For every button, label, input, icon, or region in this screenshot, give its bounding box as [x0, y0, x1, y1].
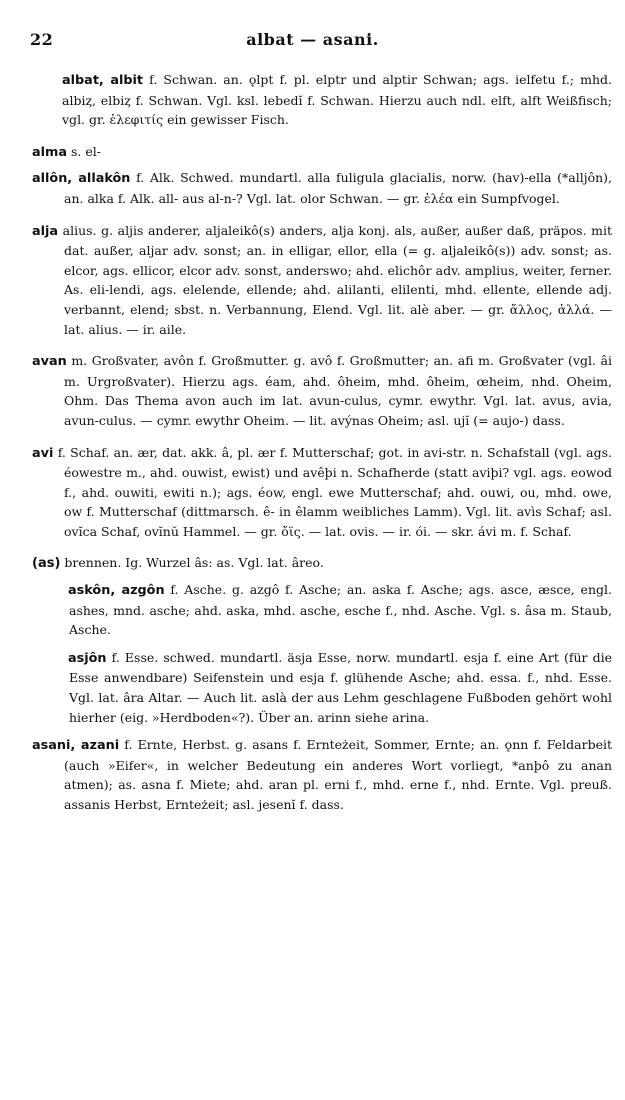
entry-avi	[32, 443, 612, 542]
entry-text: f. Schwan. an. ǫlpt f. pl. elptr und alptir Schwan; ags. ielfetu f.; mhd. albiȥ, elbiȥ f. Schwan. Vgl. ksl. lebedĭ f. Schwan. Hierzu auch ndl. elft, alft Weißfisch; vgl. gr. ἐλεφιτίς ein gewisser Fisch.	[62, 72, 612, 128]
entry-albat	[32, 70, 612, 130]
running-head: albat — asani.	[246, 30, 379, 49]
sub-entry-headword: askôn, azgôn	[68, 583, 165, 599]
entry-headword: asani, azani	[32, 738, 120, 754]
entry-headword: allôn, allakôn	[32, 171, 131, 187]
entry-headword: albat, albit	[62, 73, 144, 88]
entry-alja	[32, 221, 612, 340]
page-header	[0, 30, 625, 54]
entry-allon	[32, 168, 612, 208]
sub-entry-text: f. Esse. schwed. mundartl. äsja Esse, norw. mundartl. esja f. eine Art (für die Esse anwendbare) Seifenstein und esja f. glühende Asche; ahd. essa. f., nhd. Esse. Vgl. lat. âra Altar. — Auch lit. aslà der aus Lehm geschlagene Fußboden gehört wohl hierher (eig. »Herdboden«?). Über an. arinn siehe arina.	[69, 649, 613, 725]
entry-avan	[32, 351, 612, 430]
entry-headword: avan	[32, 354, 67, 370]
entry-text: alius. g. aljis anderer, aljaleikô(s) anders, alja konj. als, außer, außer daß, präpos. mit dat. außer, aljar adv. sonst; an. in elligar, ellor, ella (= g. aljaleikô(s)) adv. sonst; as. elcor, ags. ellicor, elcor adv. sonst, anderswo; ahd. elichôr adv. amplius, weiter, ferner. As. eli-lendi, ags. elelende, ellende; ahd. alilanti, elilenti, mhd. ellente, ellende adj. verbannt, elend; sbst. n. Verbannung, Elend. Vgl. lit. alè aber. — gr. ἄλλος, ἀλλά. — lat. alius. — ir. aile.	[62, 222, 612, 337]
entry-asani	[32, 735, 612, 814]
entry-text: f. Schaf. an. ær, dat. akk. â, pl. ær f. Mutterschaf; got. in avi-str. n. Schafstall (vgl. ags. éowestre m., ahd. ouwist, ewist) und avêþi n. Schafherde (statt aviþi? vgl. ags. eowod f., ahd. ouwiti, ewiti n.); ags. éow, engl. ewe Mutterschaf; ahd. ouwi, ou, mhd. owe, ow f. Mutterschaf (dittmarsch. ê- in êlamm weibliches Lamm). Vgl. lit. avìs Schaf; asl. ovĭca Schaf, ovĭnŭ Hammel. — gr. ὄϊς. — lat. ovis. — ir. ói. — skr. ávi m. f. Schaf.	[57, 444, 612, 539]
entry-headword: alma	[32, 144, 67, 160]
entry-text: f. Ernte, Herbst. g. asans f. Ernteżeit, Sommer, Ernte; an. ǫnn f. Feldarbeit (auch »Eifer«, in welcher Bedeutung ein anderes Wort vorliegt, *anþô zu anan atmen); as. asna f. Miete; ahd. aran pl. erni f., mhd. erne f., nhd. Ernte. Vgl. preuß. assanis Herbst, Ernteżeit; asl. jesenĭ f. dass.	[64, 737, 612, 812]
sub-entry-headword: asjôn	[68, 650, 107, 666]
root-entry-as	[32, 553, 612, 574]
sub-entry-text: f. Asche. g. azgô f. Asche; an. aska f. Asche; ags. asce, æsce, engl. ashes, mnd. asche; ahd. aska, mhd. asche, esche f., nhd. Asche. Vgl. s. âsa m. Staub, Asche.	[69, 582, 612, 638]
entry-alma	[32, 142, 612, 163]
sub-entry-asjon	[32, 648, 612, 727]
entry-headword: avi	[32, 445, 54, 461]
page-number: 22	[30, 30, 54, 49]
root-headword: (as)	[32, 556, 61, 572]
root-text: brennen. Ig. Wurzel âs: as. Vgl. lat. âreo.	[64, 555, 324, 571]
entry-text: s. el-	[70, 143, 101, 159]
sub-entry-askon	[32, 580, 612, 640]
entry-text: m. Großvater, avôn f. Großmutter. g. avô f. Großmutter; an. afi m. Großvater (vgl. âi m. Urgroßvater). Hierzu ags. éam, ahd. ôheim, mhd. ôheim, œheim, nhd. Oheim, Ohm. Das Thema avon auch im lat. avun-culus, cymr. ewythr. Vgl. lat. avus, avia, avun-culus. — cymr. ewythr Oheim. — lit. avýnas Oheim; asl. ujĭ (= aujo-) dass.	[64, 353, 612, 428]
entry-headword: alja	[32, 223, 59, 239]
entry-text: f. Alk. Schwed. mundartl. alla fuligula glacialis, norw. (hav)-ella (*alljôn), an. alka f. Alk. all- aus al-n-? Vgl. lat. olor Schwan. — gr. ἐλέα ein Sumpfvogel.	[64, 170, 613, 206]
dictionary-body	[32, 70, 612, 827]
